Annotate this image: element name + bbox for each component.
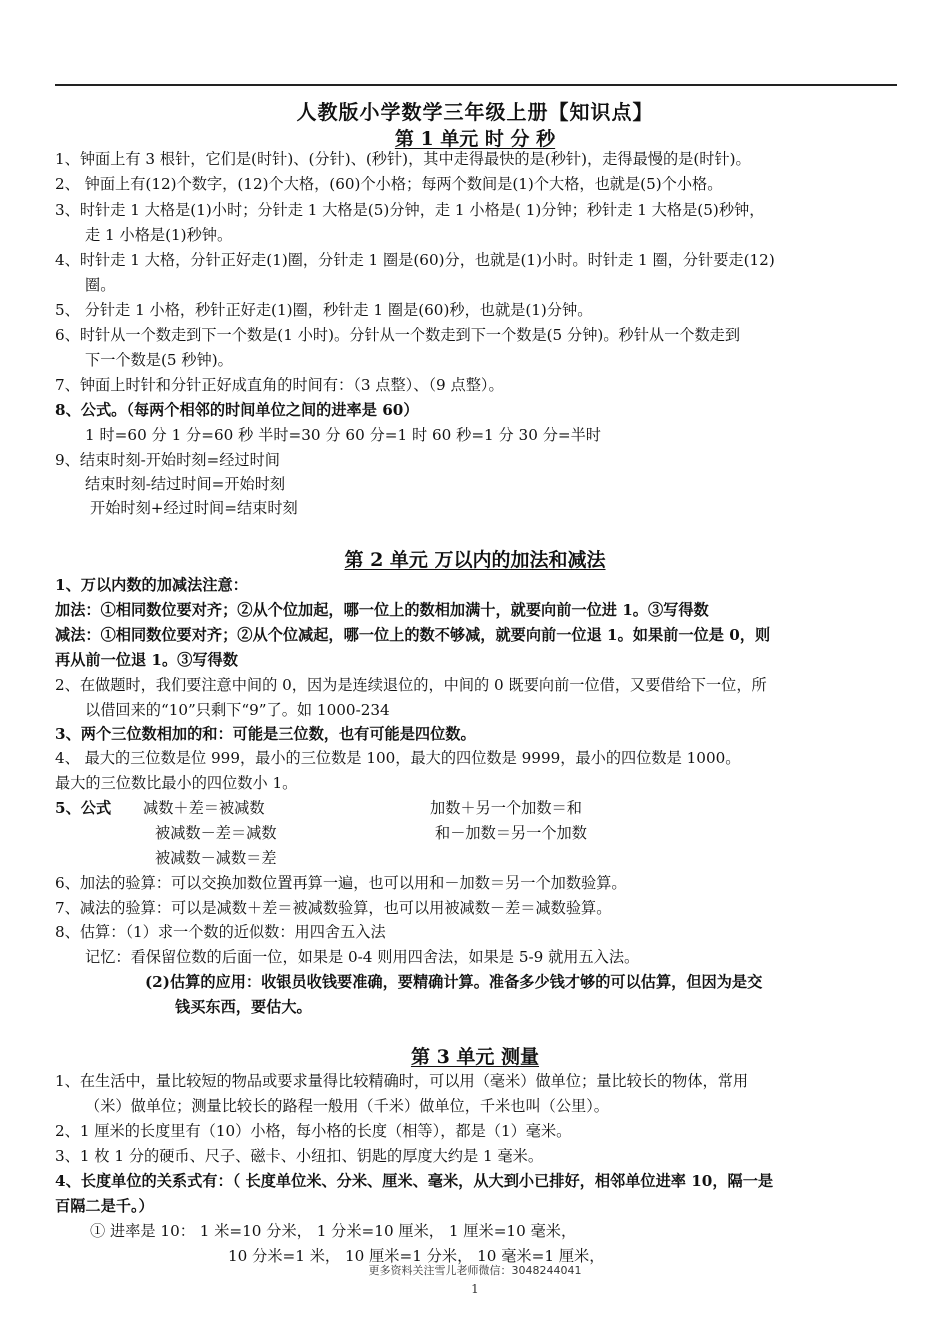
text-line: (2)估算的应用：收银员收钱要准确，要精确计算。准备多少钱才够的可以估算，但因为是交 — [145, 973, 763, 991]
unit-2-heading: 第 2 单元 万以内的加法和减法 — [344, 549, 606, 571]
text-line: 2、在做题时，我们要注意中间的 0，因为是连续退位的，中间的 0 既要向前一位借，又要借给下一位，所 — [55, 676, 767, 694]
text-line: 2、1 厘米的长度里有（10）小格，每小格的长度（相等），都是（1）毫米。 — [55, 1122, 572, 1140]
text-line: 和－加数＝另一个加数 — [435, 824, 587, 842]
unit-3-heading: 第 3 单元 测量 — [410, 1046, 540, 1068]
text-line: 8、公式。（每两个相邻的时间单位之间的进率是 60） — [55, 401, 419, 419]
text-line: 10 分米=1 米， 10 厘米=1 分米， 10 毫米=1 厘米， — [228, 1247, 605, 1265]
text-line: 3、1 枚 1 分的硬币、尺子、磁卡、小纽扣、钥匙的厚度大约是 1 毫米。 — [55, 1147, 544, 1165]
document-title: 人教版小学数学三年级上册【知识点】 — [296, 100, 654, 124]
text-line: 8、估算：（1）求一个数的近似数：用四舍五入法 — [55, 923, 386, 941]
text-line: 3、两个三位数相加的和：可能是三位数，也有可能是四位数。 — [55, 725, 476, 743]
text-line: 结束时刻-结过时间=开始时刻 — [85, 475, 286, 493]
footer-note: 更多资料关注雪儿老师微信：3048244041 — [368, 1264, 582, 1277]
top-rule — [55, 84, 897, 86]
text-line: 1 时=60 分 1 分=60 秒 半时=30 分 60 分=1 时 60 秒=1 分 30 分=半时 — [85, 426, 601, 444]
text-line: 最大的三位数比最小的四位数小 1。 — [55, 774, 298, 792]
text-line: 记忆：看保留位数的后面一位，如果是 0-4 则用四舍法，如果是 5-9 就用五入法。 — [85, 948, 640, 966]
text-line: 再从前一位退 1。③写得数 — [55, 651, 238, 669]
text-line: 加数＋另一个加数＝和 — [430, 799, 582, 817]
text-line: 被减数－减数＝差 — [155, 849, 277, 867]
text-line: 2、 钟面上有(12)个数字，(12)个大格，(60)个小格；每两个数间是(1)个大格，也就是(5)个小格。 — [55, 175, 723, 193]
text-line: 减数＋差＝被减数 — [143, 799, 265, 817]
text-line: 4、 最大的三位数是位 999，最小的三位数是 100，最大的四位数是 9999，最小的四位数是 1000。 — [55, 749, 741, 767]
text-line: 开始时刻+经过时间=结束时刻 — [90, 499, 298, 517]
text-line: 下一个数是(5 秒钟)。 — [85, 351, 233, 369]
text-line: 7、减法的验算：可以是减数＋差＝被减数验算，也可以用被减数－差＝减数验算。 — [55, 899, 612, 917]
text-line: 被减数－差＝减数 — [155, 824, 277, 842]
text-line: 以借回来的“10”只剩下“9”了。如 1000-234 — [85, 701, 390, 719]
text-line: 5、公式 — [55, 799, 112, 817]
text-line: 7、钟面上时针和分针正好成直角的时间有：（3 点整）、（9 点整）。 — [55, 376, 504, 394]
text-line: 5、 分针走 1 小格，秒针正好走(1)圈，秒针走 1 圈是(60)秒，也就是(1)分钟。 — [55, 301, 593, 319]
text-line: 1、在生活中，量比较短的物品或要求量得比较精确时，可以用（毫米）做单位；量比较长的物体，常用 — [55, 1072, 749, 1090]
text-line: 走 1 小格是(1)秒钟。 — [85, 226, 233, 244]
text-line: 1、万以内数的加减法注意： — [55, 576, 248, 594]
text-line: 4、长度单位的关系式有：（ 长度单位米、分米、厘米、毫米，从大到小已排好，相邻单位进率 10，隔一是 — [55, 1172, 774, 1190]
text-line: 加法：①相同数位要对齐；②从个位加起，哪一位上的数相加满十，就要向前一位进 1。③写得数 — [55, 601, 709, 619]
text-line: 4、时针走 1 大格，分针正好走(1)圈，分针走 1 圈是(60)分，也就是(1)小时。时针走 1 圈，分针要走(12) — [55, 251, 775, 269]
text-line: 钱买东西，要估大。 — [175, 998, 312, 1016]
page-number: 1 — [471, 1282, 479, 1296]
text-line: 减法：①相同数位要对齐；②从个位减起，哪一位上的数不够减，就要向前一位退 1。如果前一位是 0，则 — [55, 626, 771, 644]
text-line: 9、结束时刻-开始时刻=经过时间 — [55, 451, 280, 469]
unit-1-heading: 第 1 单元 时 分 秒 — [394, 128, 556, 150]
text-line: 圈。 — [85, 276, 116, 294]
text-line: ① 进率是 10： 1 米=10 分米， 1 分米=10 厘米， 1 厘米=10 毫米， — [90, 1222, 577, 1240]
text-line: 6、加法的验算：可以交换加数位置再算一遍，也可以用和－加数＝另一个加数验算。 — [55, 874, 627, 892]
text-line: 百隔二是千。） — [55, 1197, 154, 1215]
text-line: 3、时针走 1 大格是(1)小时；分针走 1 大格是(5)分钟，走 1 小格是( 1)分钟；秒针走 1 大格是(5)秒钟， — [55, 201, 765, 219]
text-line: 6、时针从一个数走到下一个数是(1 小时)。分针从一个数走到下一个数是(5 分钟)。秒针从一个数走到 — [55, 326, 741, 344]
text-line: （米）做单位；测量比较长的路程一般用（千米）做单位，千米也叫（公里）。 — [85, 1097, 609, 1115]
text-line: 1、钟面上有 3 根针，它们是(时针)、(分针)、(秒针)，其中走得最快的是(秒针)，走得最慢的是(时针)。 — [55, 150, 751, 168]
